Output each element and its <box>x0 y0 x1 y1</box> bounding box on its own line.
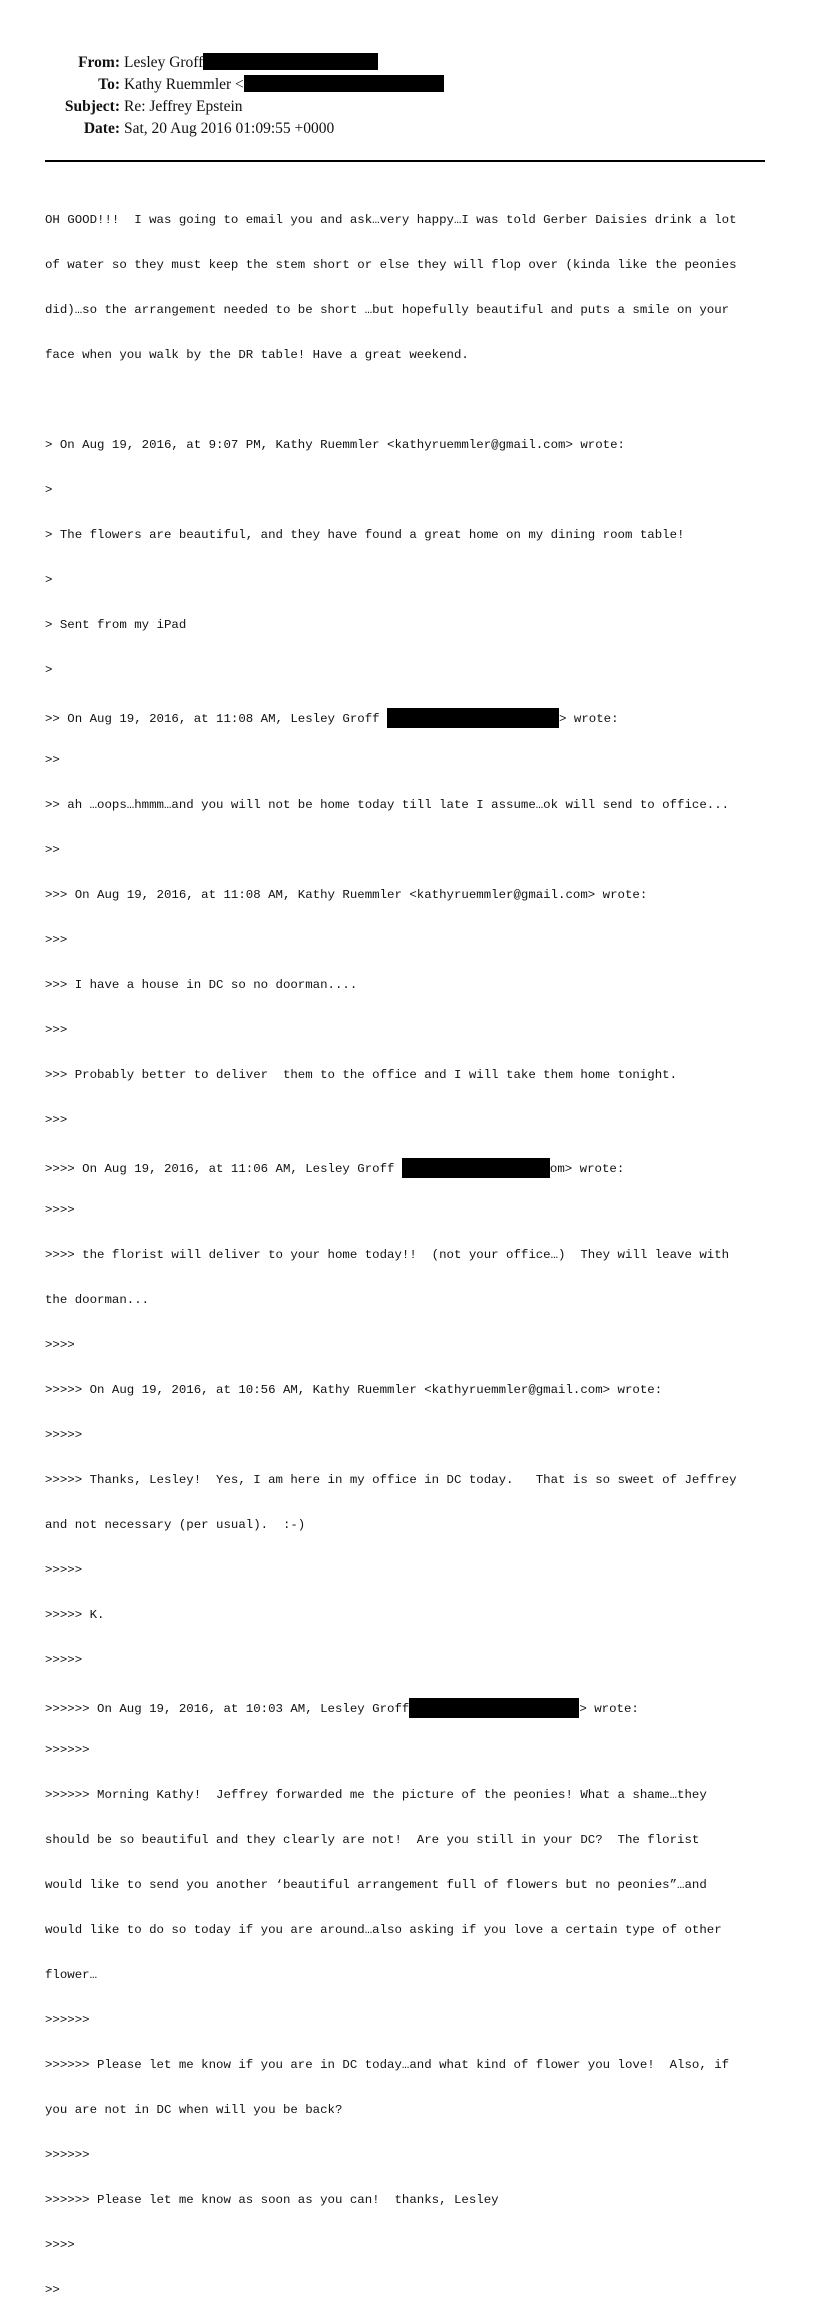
body-line: > <box>45 483 53 497</box>
redaction-block <box>244 75 444 92</box>
date-label: Date: <box>83 120 120 137</box>
quote-header-tail: om> wrote: <box>549 1162 625 1176</box>
body-line: and not necessary (per usual). :-) <box>45 1518 306 1532</box>
subject-value: Re: Jeffrey Epstein <box>124 98 243 115</box>
date-row <box>0 118 816 140</box>
body-line <box>45 1158 785 1176</box>
body-line: >>>>> K. <box>45 1608 105 1622</box>
to-name: Kathy Ruemmler < <box>124 76 244 93</box>
body-line <box>45 1698 785 1716</box>
body-line: face when you walk by the DR table! Have a great weekend. <box>45 348 469 362</box>
body-line: >>> <box>45 1113 68 1127</box>
body-line: should be so beautiful and they clearly are not! Are you still in your DC? The florist <box>45 1833 700 1847</box>
redaction-block <box>402 1158 550 1178</box>
body-line: >>>> <box>45 1338 75 1352</box>
body-line: > Sent from my iPad <box>45 618 187 632</box>
body-line: would like to send you another ‘beautiful arrangement full of flowers but no peonies”…and <box>45 1878 707 1892</box>
body-line: >>>>>> <box>45 2148 90 2162</box>
body-line: would like to do so today if you are around…also asking if you love a certain type of other <box>45 1923 722 1937</box>
body-line: >> <box>45 2283 60 2297</box>
subject-row <box>0 96 816 118</box>
body-line: > <box>45 663 53 677</box>
body-line: >>>>> <box>45 1428 83 1442</box>
body-line: >>> I have a house in DC so no doorman.... <box>45 978 358 992</box>
body-line: >> ah …oops…hmmm…and you will not be home today till late I assume…ok will send to office... <box>45 798 730 812</box>
from-name: Lesley Groff <box>124 54 204 71</box>
body-line: >>> <box>45 1023 68 1037</box>
body-line: > The flowers are beautiful, and they have found a great home on my dining room table! <box>45 528 685 542</box>
body-line: the doorman... <box>45 1293 150 1307</box>
body-line: did)…so the arrangement needed to be short …but hopefully beautiful and puts a smile on your <box>45 303 730 317</box>
body-line: >>>> <box>45 2238 75 2252</box>
body-line: of water so they must keep the stem short or else they will flop over (kinda like the peonies <box>45 258 737 272</box>
body-line: >>>>>> Please let me know as soon as you can! thanks, Lesley <box>45 2193 499 2207</box>
body-line: >>>>>> Please let me know if you are in DC today…and what kind of flower you love! Also, if <box>45 2058 730 2072</box>
header-divider <box>45 160 765 162</box>
from-row <box>0 52 816 74</box>
quote-header-tail: > wrote: <box>579 1702 639 1716</box>
body-line: >>>>> On Aug 19, 2016, at 10:56 AM, Kathy Ruemmler <kathyruemmler@gmail.com> wrote: <box>45 1383 663 1397</box>
quote-header: >>>> On Aug 19, 2016, at 11:06 AM, Lesley Groff <box>45 1162 402 1176</box>
quote-header-tail: > wrote: <box>559 712 619 726</box>
body-line: >> <box>45 753 60 767</box>
redaction-block <box>387 708 559 728</box>
body-line: >>>>> <box>45 1563 83 1577</box>
quote-header: >> On Aug 19, 2016, at 11:08 AM, Lesley Groff <box>45 712 388 726</box>
body-line: >>> On Aug 19, 2016, at 11:08 AM, Kathy Ruemmler <kathyruemmler@gmail.com> wrote: <box>45 888 648 902</box>
quote-header: >>>>>> On Aug 19, 2016, at 10:03 AM, Lesley Groff <box>45 1702 410 1716</box>
email-header <box>0 52 816 140</box>
to-row <box>0 74 816 96</box>
email-body <box>45 183 785 2313</box>
body-line: >>>>>> Morning Kathy! Jeffrey forwarded me the picture of the peonies! What a shame…they <box>45 1788 707 1802</box>
body-line: >>>>> Thanks, Lesley! Yes, I am here in my office in DC today. That is so sweet of Jeffrey <box>45 1473 737 1487</box>
body-line: OH GOOD!!! I was going to email you and ask…very happy…I was told Gerber Daisies drink a lot <box>45 213 737 227</box>
body-line: you are not in DC when will you be back? <box>45 2103 343 2117</box>
body-line: >>>>>> <box>45 1743 90 1757</box>
body-line: >>> <box>45 933 68 947</box>
body-line: >> <box>45 843 60 857</box>
to-value <box>124 74 444 96</box>
body-line: flower… <box>45 1968 98 1982</box>
date-value: Sat, 20 Aug 2016 01:09:55 +0000 <box>124 120 335 137</box>
redaction-block <box>409 1698 579 1718</box>
subject-label: Subject: <box>64 98 120 115</box>
from-label: From: <box>78 54 120 71</box>
body-line: >>> Probably better to deliver them to the office and I will take them home tonight. <box>45 1068 678 1082</box>
body-line: >>>>> <box>45 1653 83 1667</box>
body-line: >>>> <box>45 1203 75 1217</box>
from-value <box>124 52 378 74</box>
body-line: > <box>45 573 53 587</box>
body-line: > On Aug 19, 2016, at 9:07 PM, Kathy Ruemmler <kathyruemmler@gmail.com> wrote: <box>45 438 625 452</box>
body-line: >>>>>> <box>45 2013 90 2027</box>
body-line: >>>> the florist will deliver to your home today!! (not your office…) They will leave with <box>45 1248 730 1262</box>
body-line <box>45 708 785 726</box>
to-label: To: <box>98 76 120 93</box>
redaction-block <box>203 53 378 70</box>
body-line <box>45 393 785 408</box>
